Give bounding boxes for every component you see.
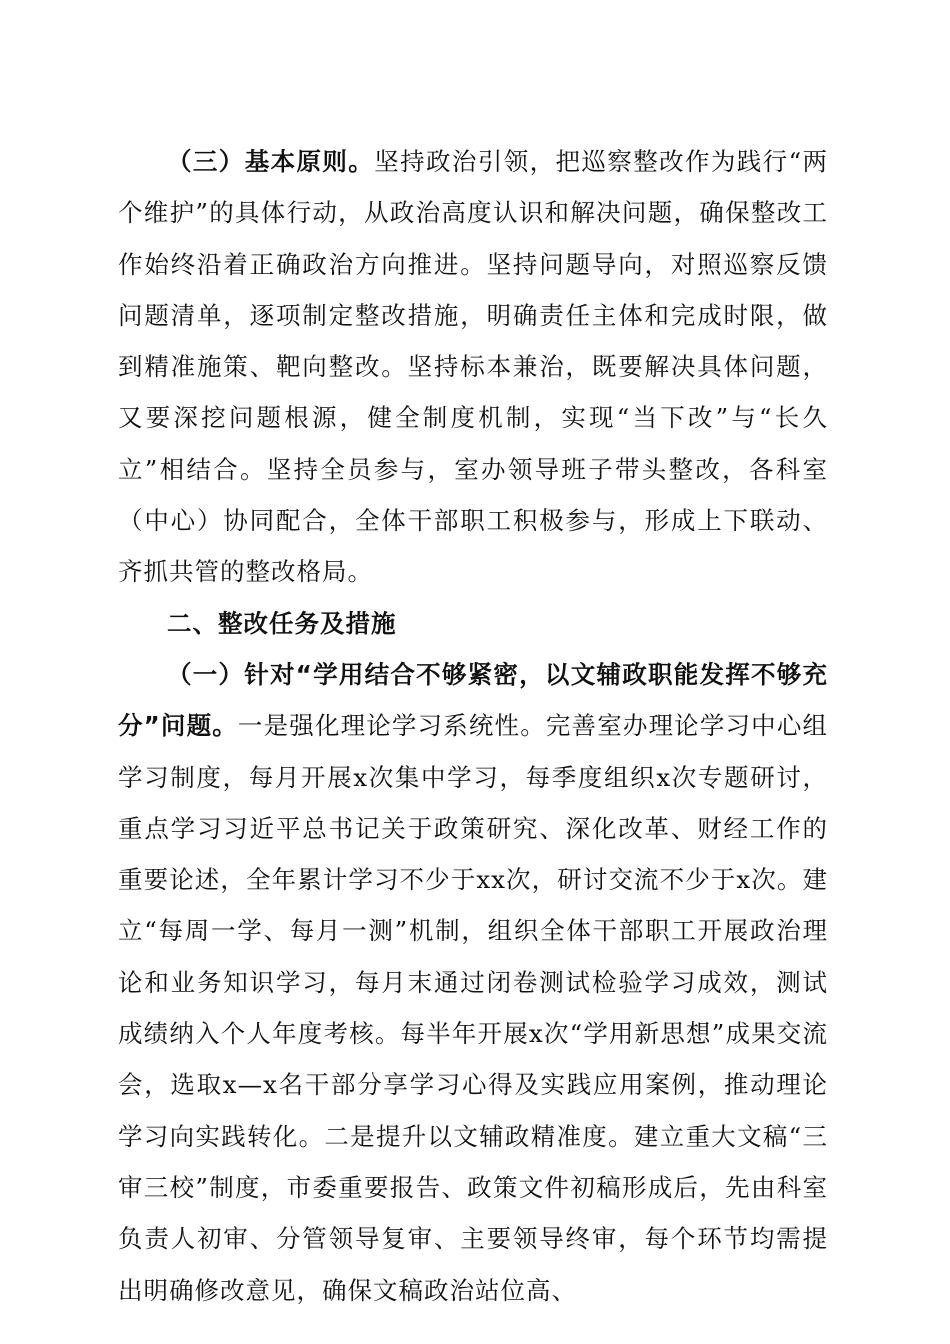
section-heading-rectification-tasks: 二、整改任务及措施 [167,608,397,638]
paragraph-text-issue-one: 一是强化理论学习系统性。完善室办理论学习中心组学习制度，每月开展x次集中学习，每季度组织x次专题研讨，重点学习习近平总书记关于政策研究、深化改革、财经工作的重要论述，全年累计学习不少于xx次，研讨交流不少于x次。建立“每周一学、每月一测”机制，组织全体干部职工开展政治理论和业务知识学习，每月末通过闭卷测试检验学习成效，测试成绩纳入个人年度考核。每半年开展x次“学用新思想”成果交流会，选取x—x名干部分享学习心得及实践应用案例，推动理论学习向实践转化。二是提升以文辅政精准度。建立重大文稿“三审三校”制度，市委重要报告、政策文件初稿形成后，先由科室负责人初审、分管领导复审、主要领导终审，每个环节均需提出明确修改意见，确保文稿政治站位高、 [118,711,828,1305]
paragraph-text-basic-principles: 坚持政治引领，把巡察整改作为践行“两个维护”的具体行动，从政治高度认识和解决问题，确保整改工作始终沿着正确政治方向推进。坚持问题导向，对照巡察反馈问题清单，逐项制定整改措施，明确责任主体和完成时限，做到精准施策、靶向整改。坚持标本兼治，既要解决具体问题，又要深挖问题根源，健全制度机制，实现“当下改”与“长久立”相结合。坚持全员参与，室办领导班子带头整改，各科室（中心）协同配合，全体干部职工积极参与，形成上下联动、齐抓共管的整改格局。 [118,147,829,587]
paragraph-basic-principles [118,136,828,598]
document-body [118,136,828,1316]
paragraph-lead-basic-principles: （三）基本原则。 [167,147,375,176]
paragraph-lead-issue-one: （一）针对“学用结合不够紧密，以文辅政职能发挥不够充分”问题。 [118,659,828,741]
paragraph-issue-one [118,649,828,1316]
